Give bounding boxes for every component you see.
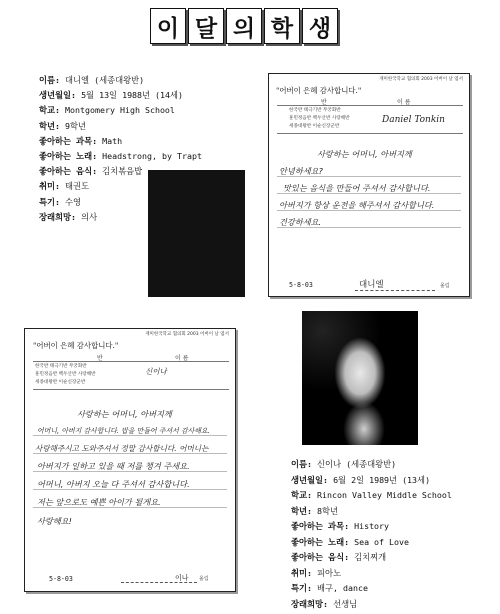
class-option-row: 한국반 태극기반 무궁화반 xyxy=(35,364,87,369)
class-option-row: 세종대왕반 이순신장군반 xyxy=(35,380,86,385)
message-line: 어머니, 아버지 오늘 다 주셔서 감사합니다. xyxy=(37,479,190,489)
profile-line: 특기: 수영 xyxy=(39,196,82,207)
class-option-row: 세종대왕반 이순신장군반 xyxy=(289,124,340,129)
message-line: 사랑하는 어머니, 아버지께 xyxy=(317,149,412,159)
profile-line: 좋아하는 노래: Sea of Love xyxy=(291,536,410,547)
card-greeting: "어버이 은혜 감사합니다." xyxy=(276,86,362,95)
profile-line: 취미: 태권도 xyxy=(39,181,90,192)
student1-photo xyxy=(148,170,245,297)
student2-profile xyxy=(291,457,452,612)
card-from-name: 이나 xyxy=(175,574,189,582)
title-char: 생 xyxy=(302,8,338,44)
card-col-name: 이 름 xyxy=(175,355,189,362)
student2-photo xyxy=(297,306,424,451)
card1 xyxy=(268,73,470,297)
profile-line: 취미: 피아노 xyxy=(291,567,342,578)
message-line: 사랑해주시고 도와주셔서 정말 감사합니다. 어머니는 xyxy=(35,444,209,453)
profile-line: 좋아하는 과목: Math xyxy=(39,135,123,146)
message-line: 맛있는 음식을 만들어 주셔서 감사합니다. xyxy=(283,183,431,193)
card-from-name: 대니엘 xyxy=(359,280,384,290)
title-char: 이 xyxy=(150,8,186,44)
card-rule xyxy=(33,389,229,390)
card-signature: Daniel Tonkin xyxy=(382,115,445,125)
profile-line: 좋아하는 음식: 김치찌개 xyxy=(291,552,387,562)
writing-line xyxy=(33,489,227,490)
card-greeting: "어버이 은혜 감사합니다." xyxy=(33,341,119,350)
card-date: 5-8-03 xyxy=(49,575,73,583)
class-option-row: 한국반 태극기반 무궁화반 xyxy=(289,108,341,113)
student2-photo-image xyxy=(302,311,418,445)
profile-line: 장래희망: 의사 xyxy=(39,211,98,222)
card-signature: 신이나 xyxy=(145,367,167,376)
class-option-row: 훈민정음반 백두산반 사랑해반 xyxy=(35,372,96,377)
profile-line: 학교: Montgomery High School xyxy=(39,105,175,116)
profile-line: 좋아하는 음식: 김치볶음밥 xyxy=(39,166,143,177)
profile-line: 생년월일: 5월 13일 1988년 (14세) xyxy=(39,90,184,101)
title-char: 의 xyxy=(226,8,262,44)
card-date: 5-8-03 xyxy=(289,281,313,289)
profile-line: 이름: 대니엘 (세종대왕반) xyxy=(39,75,145,85)
card-rule xyxy=(277,105,463,106)
profile-line: 좋아하는 과목: History xyxy=(291,521,390,531)
writing-line xyxy=(33,435,227,436)
writing-line xyxy=(277,176,461,177)
page-title xyxy=(150,8,338,44)
card-from-suffix: 올림 xyxy=(440,283,450,289)
card-header: 재미한국학교 협의회 2003 어버이 날 엽서 xyxy=(145,332,229,337)
profile-line: 학교: Rincon Valley Middle School xyxy=(291,490,452,500)
message-line: 어머니, 아버지 감사합니다. 밥을 만들어 주셔서 감사해요. xyxy=(37,427,210,435)
card-col-class: 반 xyxy=(321,99,327,106)
profile-line: 학년: 9학년 xyxy=(39,120,87,131)
writing-line xyxy=(277,193,461,194)
writing-line xyxy=(33,507,227,508)
card-col-name: 이 름 xyxy=(397,99,411,106)
writing-line xyxy=(33,453,227,454)
card-from-suffix: 올림 xyxy=(199,576,209,582)
message-line: 안녕하세요? xyxy=(279,166,323,176)
writing-line xyxy=(277,227,461,228)
card2 xyxy=(24,328,236,592)
message-line: 아버지가 일하고 있을 때 저를 챙겨 주세요. xyxy=(37,461,190,471)
signature-line xyxy=(121,582,197,583)
message-line: 저는 앞으로도 예쁜 아이가 될게요. xyxy=(37,497,161,507)
message-line: 사랑해요! xyxy=(37,516,72,526)
card-rule xyxy=(277,133,463,134)
message-line: 건강하세요. xyxy=(279,217,322,227)
card-header: 재미한국학교 협의회 2003 어버이 날 엽서 xyxy=(379,77,463,82)
profile-line: 좋아하는 노래: Headstrong, by Trapt xyxy=(39,151,202,162)
title-char: 달 xyxy=(188,8,224,44)
message-line: 아버지가 항상 운전을 해주셔서 감사합니다. xyxy=(279,200,435,210)
card-col-class: 반 xyxy=(97,355,103,362)
signature-line xyxy=(355,290,435,291)
class-option-row: 훈민정음반 백두산반 사랑해반 xyxy=(289,116,350,121)
profile-line: 학년: 8학년 xyxy=(291,505,339,516)
message-line: 사랑하는 어머니, 아버지께 xyxy=(77,409,172,419)
profile-line: 장래희망: 선생님 xyxy=(291,598,358,609)
card-rule xyxy=(33,361,229,362)
profile-line: 특기: 배구, dance xyxy=(291,583,369,593)
writing-line xyxy=(33,471,227,472)
writing-line xyxy=(277,210,461,211)
profile-line: 생년월일: 6월 2일 1989년 (13세) xyxy=(291,474,431,485)
title-char: 학 xyxy=(264,8,300,44)
profile-line: 이름: 신이나 (세종대왕반) xyxy=(291,459,397,469)
